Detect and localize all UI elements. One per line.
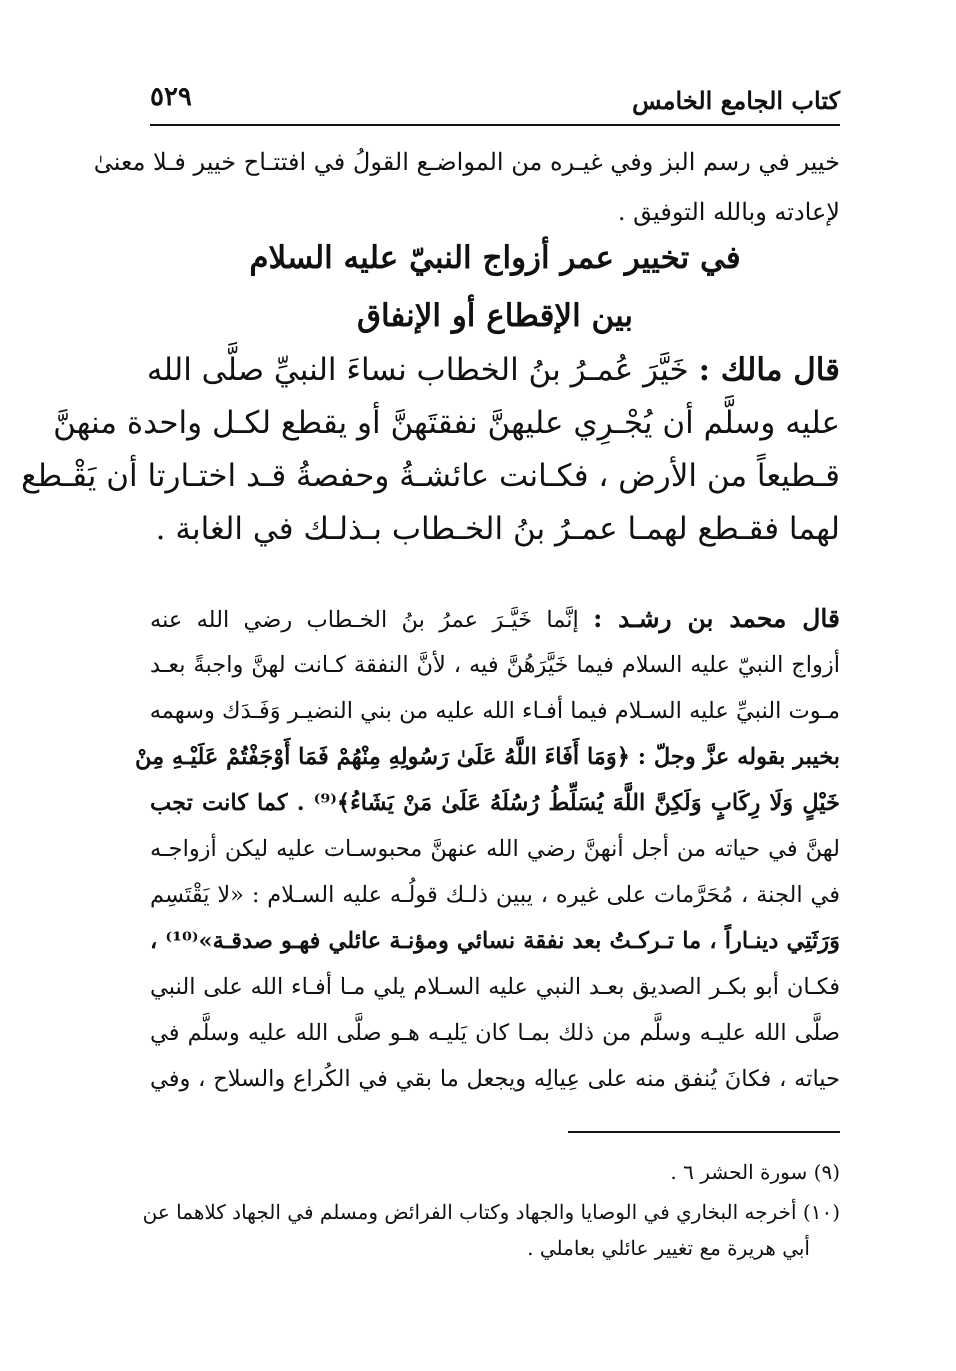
rushd-line-2: أزواج النبيّ عليه السلام فيما خَيَّرَهُنَّ فيه ، لأنَّ النفقة كـانت لهنَّ واجبةً بعـد (150, 652, 840, 678)
intro-line-2: لإعادته وبالله التوفيق . (617, 198, 840, 226)
malik-line-1 (146, 352, 840, 388)
rushd-line-9: فكـان أبو بكـر الصديق بعـد النبي عليه السـلام يلي مـا أفـاء الله على النبي (150, 974, 840, 1000)
section-heading-line-1: في تخيير عمر أزواج النبيّ عليه السلام (249, 240, 741, 276)
malik-lead: قال مالك : (698, 352, 840, 388)
footnote-9: (٩) سورة الحشر ٦ . (670, 1160, 840, 1184)
footnote-10-line-1: (١٠) أخرجه البخاري في الوصايا والجهاد وكتاب الفرائض ومسلم في الجهاد كلاهما عن (142, 1200, 840, 1224)
malik-line-4: لهما فقـطع لهمـا عمـرُ بنُ الخـطاب بـذلـك في الغابة . (155, 511, 840, 547)
rushd-line-10: صلَّى الله عليـه وسلَّم من ذلك بمـا كان يَليـه هـو صلَّى الله عليه وسلَّم في (150, 1020, 840, 1046)
running-header (150, 80, 840, 126)
footnote-10-line-2: أبي هريرة مع تغيير عائلي بعاملي . (527, 1236, 810, 1260)
page-number: ٥٢٩ (150, 82, 192, 112)
rushd-line-5: خَيْلٍ وَلَا رِكَابٍ وَلَكِنَّ اللَّهَ يُسَلِّطُ رُسُلَهُ عَلَىٰ مَنْ يَشَاءُ﴾⁽⁹⁾ . كما كانت تجب (150, 790, 840, 816)
rushd-line-4: بخيبر بقوله عزَّ وجلّ : ﴿وَمَا أَفَاءَ اللَّهُ عَلَىٰ رَسُولِهِ مِنْهُمْ فَمَا أَوْجَفْتُمْ عَلَيْـهِ مِنْ (135, 744, 840, 770)
rushd-lead: قال محمد بن رشـد : (593, 604, 841, 633)
malik-line-3: قـطيعاً من الأرض ، فكـانت عائشـةُ وحفصةُ قـد اختـارتا أن يَقْـطع (21, 458, 840, 494)
rushd-line-6: لهنَّ في حياته من أجل أنهنَّ رضي الله عنهنَّ محبوسـات عليه ليكن أزواجـه (150, 836, 840, 862)
intro-line-1: خيير في رسم البز وفي غيـره من المواضـع القولُ في افتتـاح خيير فـلا معنىٰ (93, 148, 840, 176)
malik-text-1: خَيَّرَ عُمـرُ بنُ الخطاب نساءَ النبيِّ صلَّى الله (146, 352, 689, 388)
header-title: كتاب الجامع الخامس (632, 86, 840, 115)
section-heading-line-2: بين الإقطاع أو الإنفاق (356, 298, 634, 334)
rushd-text-1: إنَّما خَيَّـرَ عمرُ بنُ الخـطاب رضي الله عنه (150, 607, 579, 633)
rushd-line-3: مـوت النبيِّ عليه السـلام فيما أفـاء الله عليه من بني النضيـر وَفَـدَك وسهمه (149, 698, 840, 724)
rushd-line-1 (150, 604, 840, 633)
malik-line-2: عليه وسلَّم أن يُجْـرِي عليهنَّ نفقتَهنَّ أو يقطع لكـل واحدة منهنَّ (53, 405, 840, 441)
footnote-divider (568, 1131, 840, 1133)
rushd-line-11: حياته ، فكانَ يُنفق منه على عِيالِه ويجعل ما بقي في الكُراع والسلاح ، وفي (150, 1066, 840, 1092)
rushd-line-7: في الجنة ، مُحَرَّمات على غيره ، يبين ذلـك قولُـه عليه السـلام : «لا يَقْتَسِم (150, 882, 840, 908)
rushd-line-8: وَرَثَتِي دينـاراً ، ما تـركـتُ بعد نفقة نسائي ومؤنـة عائلي فهـو صدقـة»⁽¹⁰⁾ ، (150, 928, 841, 954)
